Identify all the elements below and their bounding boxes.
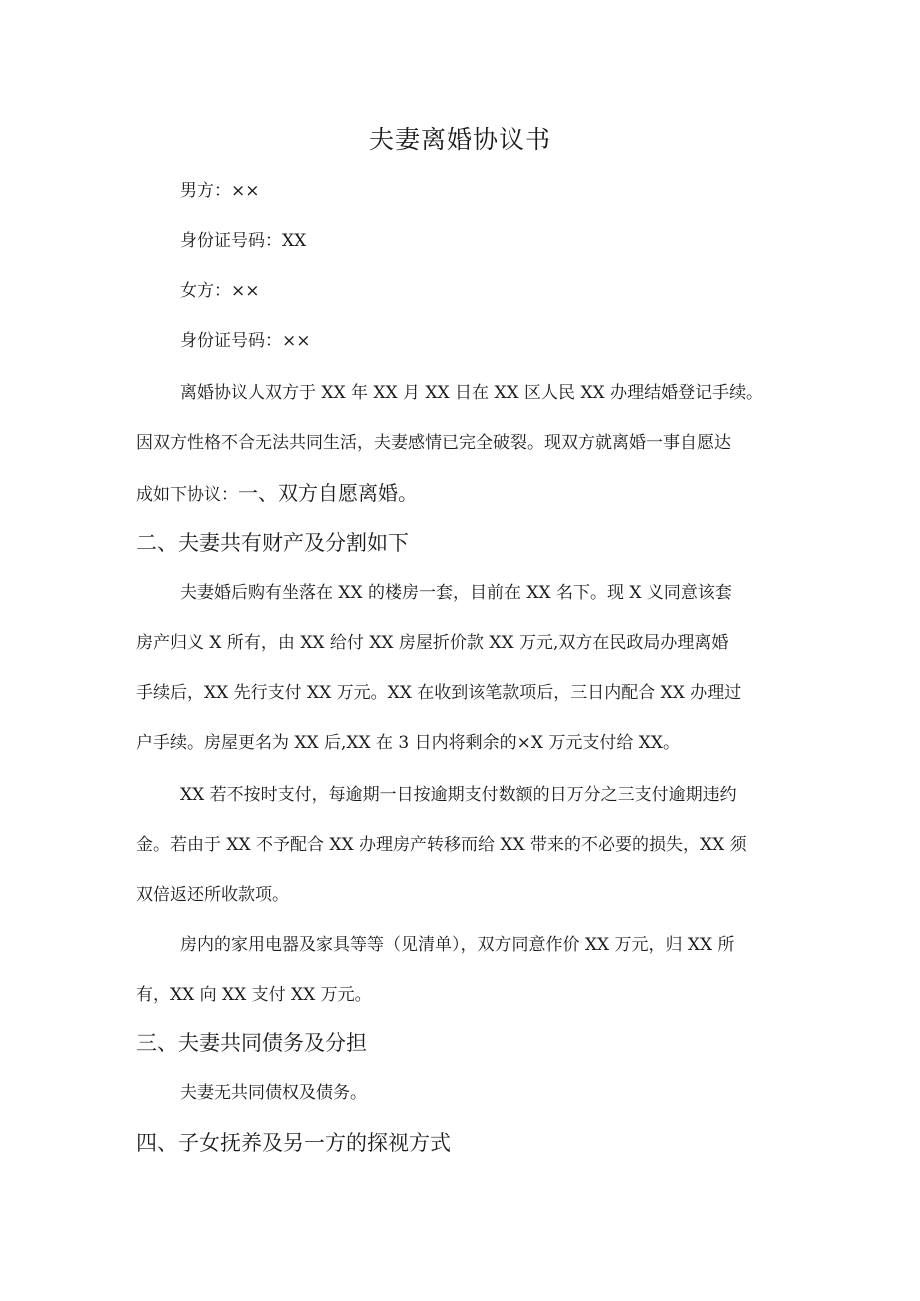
clause-1: 一、双方自愿离婚。 [238,481,418,505]
intro-line-1: 离婚协议人双方于 XX 年 XX 月 XX 日在 XX 区人民 XX 办理结婚登记手续。 [180,383,764,403]
intro-line-3-lead: 成如下协议： [136,485,238,505]
section-2-para-3-line: 房内的家用电器及家具等等（见清单），双方同意作价 XX 万元，归 XX 所 [180,935,735,955]
section-3-heading: 三、夫妻共同债务及分担 [136,1031,367,1055]
intro-line-3 [136,481,418,507]
section-2-para-2-line: 金。若由于 XX 不予配合 XX 办理房产转移而给 XX 带来的不必要的损失，XX 须 [136,835,747,855]
section-2-para-2-line: 双倍返还所收款项。 [136,885,289,905]
section-2-heading: 二、夫妻共有财产及分割如下 [136,531,409,555]
section-2-para-1-line: 夫妻婚后购有坐落在 XX 的楼房一套，目前在 XX 名下。现 X 义同意该套 [180,583,732,603]
section-2-para-2-line: XX 若不按时支付，每逾期一日按逾期支付数额的日万分之三支付逾期违约 [180,785,737,805]
section-2-para-1-line: 手续后，XX 先行支付 XX 万元。XX 在收到该笔款项后，三日内配合 XX 办理过 [136,683,742,703]
section-3-para-1: 夫妻无共同债权及债务。 [180,1083,367,1103]
female-party: 女方：×× [180,281,260,301]
section-2-para-1-line: 户手续。房屋更名为 XX 后,XX 在 3 日内将剩余的×X 万元支付给 XX。 [136,733,681,753]
section-4-heading: 四、子女抚养及另一方的探视方式 [136,1131,451,1155]
female-id-number: 身份证号码：×× [180,331,311,351]
male-id-number: 身份证号码：XX [180,231,307,251]
male-party: 男方：×× [180,181,260,201]
section-2-para-3-line: 有，XX 向 XX 支付 XX 万元。 [136,985,372,1005]
section-2-para-1-line: 房产归义 X 所有，由 XX 给付 XX 房屋折价款 XX 万元,双方在民政局办理离婚 [136,633,729,653]
document-title: 夫妻离婚协议书 [368,125,551,154]
intro-line-2: 因双方性格不合无法共同生活，夫妻感情已完全破裂。现双方就离婚一事自愿达 [136,433,731,453]
